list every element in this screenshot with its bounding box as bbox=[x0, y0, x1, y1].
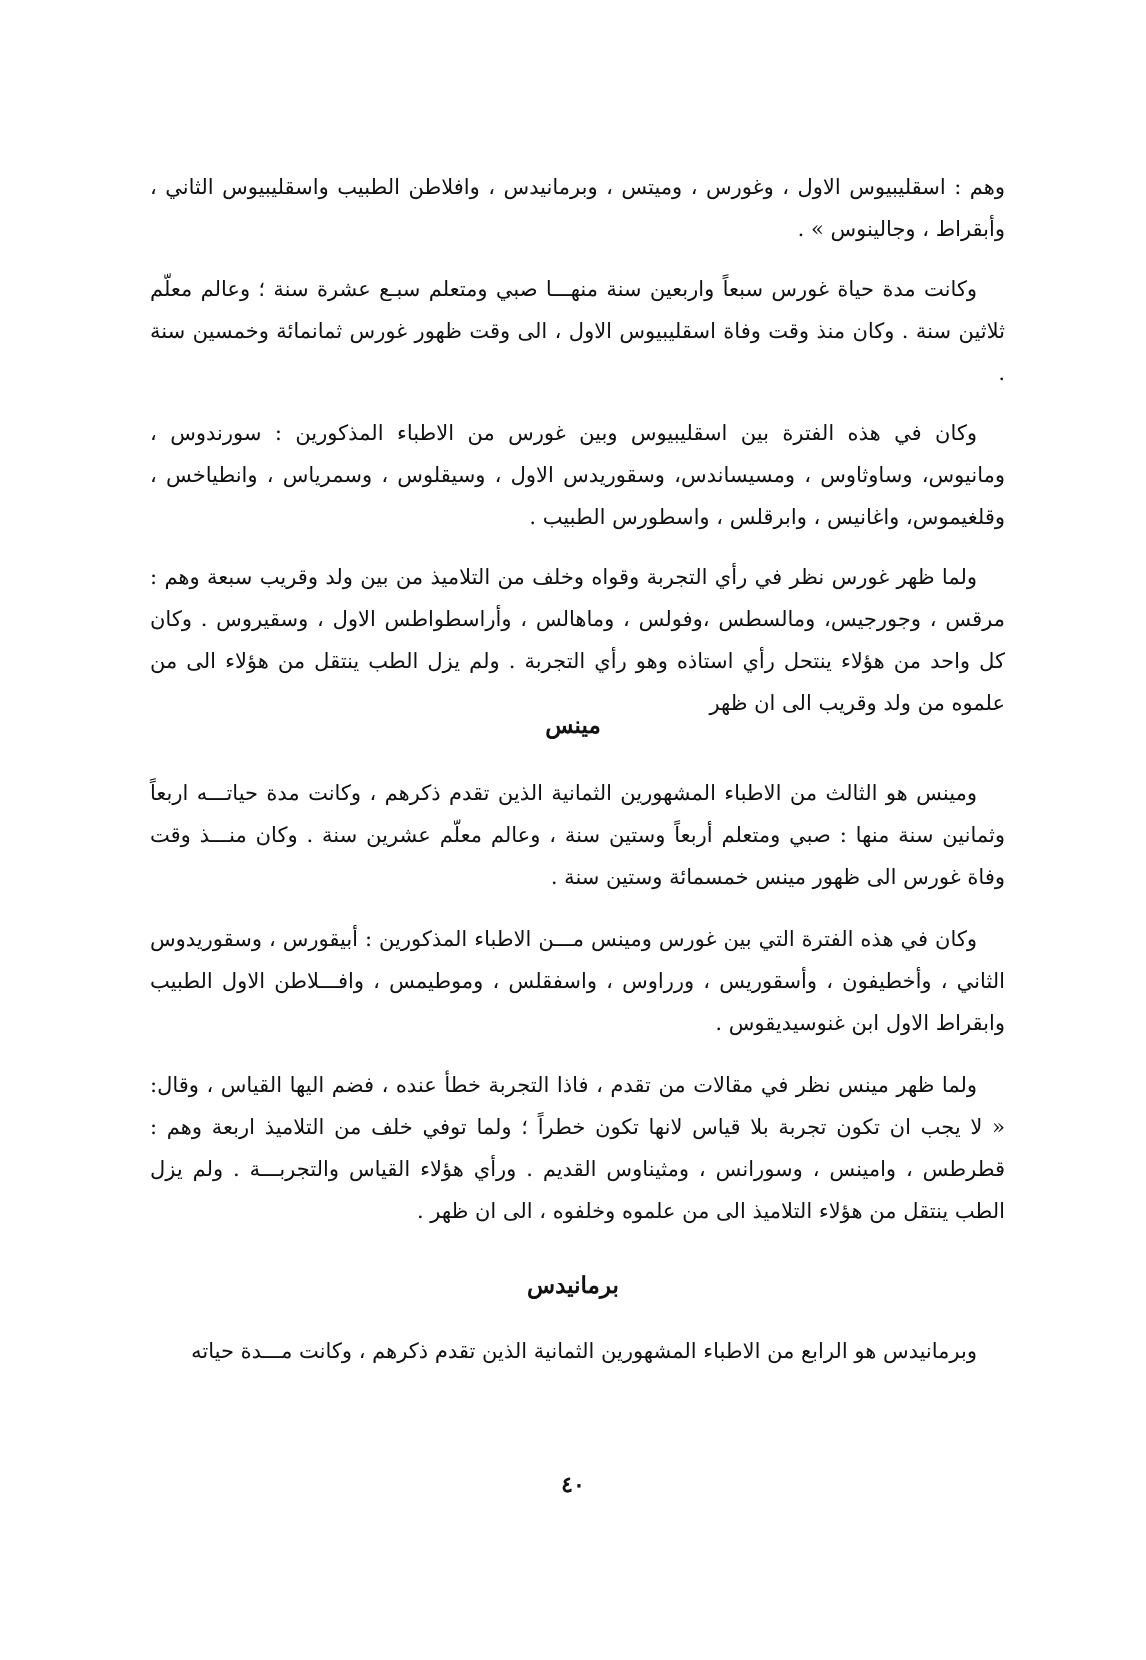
section-heading-parmenides: برمانيدس bbox=[527, 1272, 619, 1299]
paragraph: وكانت مدة حياة غورس سبعاً واربعين سنة منهـــا صبي ومتعلم سبـع عشرة سنة ؛ وعالم معلّم ثلاثين سنة . وكان منذ وقت وفاة اسقليبيوس الاول ، الى وقت ظهور غورس ثمانمائة وخمسين سنة . bbox=[150, 277, 1005, 385]
paragraph: ومينس هو الثالث من الاطباء المشهورين الثمانية الذين تقدم ذكرهم ، وكانت مدة حياتـــه اربعاً وثمانين سنة منها : صبي ومتعلم أربعاً وستين سنة ، وعالم معلّم عشرين سنة . وكان منـــذ وقت وفاة غورس الى ظهور مينس خمسمائة وستين سنة . bbox=[150, 781, 1005, 889]
section-heading-menis: مينس bbox=[545, 712, 601, 739]
page-number: ٤٠ bbox=[561, 1472, 585, 1498]
paragraph: ولما ظهر غورس نظر في رأي التجربة وقواه وخلف من التلاميذ من بين ولد وقريب سبعة وهم : مرقس ، وجورجيس، ومالسطس ،وفولس ، وماهالس ، وأراسطواطس الاول ، وسقيروس . وكان كل واحد من هؤلاء ينتحل رأي استاذه وهو رأي التجربة . ولم يزل الطب ينتقل من هؤلاء الى من علموه من ولد وقريب الى ان ظهر bbox=[150, 565, 1005, 715]
paragraph: وهم : اسقليبيوس الاول ، وغورس ، وميتس ، وبرمانيدس ، وافلاطن الطبيب واسقليبيوس الثاني ، وأبقراط ، وجالينوس » . bbox=[150, 175, 1005, 241]
paragraph: ولما ظهر مينس نظر في مقالات من تقدم ، فاذا التجربة خطأ عنده ، فضم اليها القياس ، وقال: « لا يجب ان تكون تجربة بلا قياس لانها تكون خطراً ؛ ولما توفي خلف من التلاميذ اربعة وهم : قطرطس ، وامينس ، وسورانس ، ومثيناوس القديم . ورأي هؤلاء القياس والتجربـــة . ولم يزل الطب ينتقل من هؤلاء التلاميذ الى من علموه وخلفوه ، الى ان ظهر . bbox=[150, 1073, 1005, 1223]
paragraph: وكان في هذه الفترة التي بين غورس ومينس مـــن الاطباء المذكورين : أبيقورس ، وسقوريدوس الثاني ، وأخطيفون ، وأسقوريس ، ورراوس ، واسفقلس ، وموطيمس ، وافـــلاطن الاول الطبيب وابقراط الاول ابن غنوسيديقوس . bbox=[150, 927, 1005, 1035]
text-block-top bbox=[150, 166, 1005, 724]
text-block-bottom bbox=[150, 1330, 1005, 1372]
paragraph: وبرمانيدس هو الرابع من الاطباء المشهورين الثمانية الذين تقدم ذكرهم ، وكانت مـــدة حياته bbox=[191, 1339, 977, 1363]
text-block-middle bbox=[150, 772, 1005, 1232]
paragraph: وكان في هذه الفترة بين اسقليبيوس وبين غورس من الاطباء المذكورين : سورندوس ، ومانيوس، وساوثاوس ، ومسيساندس، وسقوريدس الاول ، وسيقلوس ، وسمرياس ، وانطياخس ، وقلغيموس، واغانيس ، وابرقلس ، واسطورس الطبيب . bbox=[150, 421, 1005, 529]
